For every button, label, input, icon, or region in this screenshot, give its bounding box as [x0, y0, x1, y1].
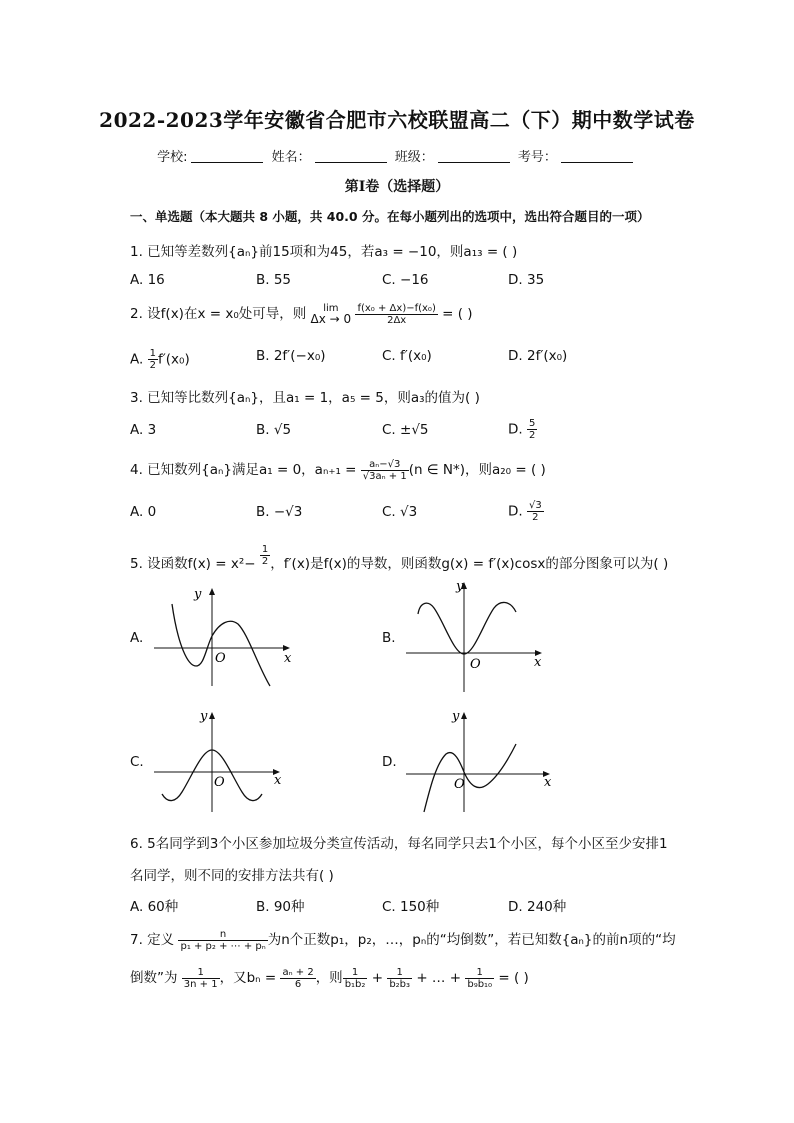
- q4-d-num: √3: [528, 500, 542, 511]
- q4-prefix: 4. 已知数列{aₙ}满足a₁ = 0，aₙ₊₁ =: [130, 462, 357, 478]
- q6-option-b[interactable]: B. 90种: [256, 899, 305, 915]
- name-label: 姓名：: [271, 150, 311, 165]
- graph-c-y-label: y: [200, 709, 208, 724]
- q3-d-num: 5: [528, 418, 536, 429]
- graph-a-curve: [172, 604, 270, 686]
- graph-a-y-label: y: [194, 587, 202, 602]
- q2-numerator: f(x₀ + Δx)−f(x₀): [357, 302, 436, 314]
- q7-l2-num1: 1: [182, 967, 220, 979]
- q7-l2-den1: 3n + 1: [183, 978, 218, 990]
- exam-no-label: 考号：: [517, 150, 557, 165]
- q7-l2-frac-2: [280, 967, 315, 990]
- q4-option-c[interactable]: C. √3: [382, 504, 418, 520]
- q5-denominator: 2: [261, 556, 269, 567]
- q4-option-d-frac: [527, 500, 544, 523]
- q6-option-c[interactable]: C. 150种: [382, 899, 440, 915]
- question-7-line-1: [130, 928, 676, 952]
- graph-b-x-label: x: [534, 655, 542, 670]
- q7-l2-frac-1: [182, 967, 220, 990]
- graph-b-curve: [418, 602, 516, 654]
- q7-term-1: [343, 967, 368, 990]
- q3-option-d-label: D.: [508, 421, 523, 438]
- graph-d-x-label: x: [544, 775, 552, 790]
- q7-t1-num: 1: [343, 967, 368, 979]
- q5-option-d-label[interactable]: D.: [382, 754, 397, 770]
- question-4: [130, 458, 546, 482]
- q2-option-b[interactable]: B. 2f′(−x₀): [256, 348, 326, 364]
- q7-l2-mid2: ，则: [315, 970, 343, 986]
- q7-dots: + … +: [416, 970, 462, 986]
- graph-d-y-label: y: [452, 709, 460, 724]
- exam-no-blank[interactable]: [561, 151, 633, 163]
- q3-option-c[interactable]: C. ±√5: [382, 422, 429, 438]
- q4-numerator: aₙ−√3: [361, 459, 409, 471]
- q5-option-a-label[interactable]: A.: [130, 630, 144, 646]
- q5-fraction: [260, 544, 270, 567]
- graph-d-origin: O: [454, 777, 465, 792]
- q2-option-d[interactable]: D. 2f′(x₀): [508, 348, 568, 364]
- q2-fraction: [355, 303, 437, 326]
- q2-option-a-frac: [148, 348, 158, 371]
- q6-option-a[interactable]: A. 60种: [130, 899, 179, 915]
- q2-lim-sub: Δx → 0: [310, 312, 352, 326]
- q7-fraction: [178, 929, 267, 952]
- q4-denominator: √3aₙ + 1: [362, 470, 407, 482]
- q3-d-den: 2: [528, 430, 536, 441]
- graph-c-origin: O: [214, 775, 225, 790]
- q2-prefix: 2. 设f(x)在x = x₀处可导，则: [130, 306, 307, 322]
- q7-l2-den2: 6: [294, 978, 302, 990]
- student-info-line: [0, 146, 794, 165]
- q4-suffix: (n ∈ N*)，则a₂₀ = ( ): [408, 462, 546, 478]
- q7-l2-num2: aₙ + 2: [282, 966, 314, 978]
- q3-option-d-frac: [527, 418, 537, 441]
- q7-l2-mid: ，又bₙ =: [219, 970, 277, 986]
- question-2: [130, 302, 473, 326]
- q2-option-a-label: A.: [130, 351, 144, 368]
- q7-t1-den: b₁b₂: [344, 978, 366, 990]
- q7-plus: +: [371, 970, 384, 986]
- q7-denominator: p₁ + p₂ + ⋯ + pₙ: [180, 940, 266, 952]
- q2-a-den: 2: [149, 360, 156, 371]
- question-7-line-2: [130, 966, 529, 990]
- q2-suffix: = ( ): [442, 306, 473, 322]
- q5-option-b-label[interactable]: B.: [382, 630, 396, 646]
- school-blank[interactable]: [191, 151, 263, 163]
- q5-prefix: 5. 设函数f(x) = x²−: [130, 556, 256, 572]
- graph-b-y-label: y: [456, 579, 464, 594]
- name-blank[interactable]: [315, 151, 387, 163]
- q7-suffix: 为n个正数p₁，p₂，…，pₙ的“均倒数”，若已知数{aₙ}的前n项的“均: [267, 932, 676, 948]
- q2-a-num: 1: [149, 348, 156, 359]
- q5-graph-c[interactable]: [150, 706, 300, 816]
- q4-option-b[interactable]: B. −√3: [256, 504, 303, 520]
- q5-suffix: ，f′(x)是f(x)的导数，则函数g(x) = f′(x)cosx的部分图象可以为( ): [270, 556, 669, 572]
- graph-a-origin: O: [215, 651, 226, 666]
- question-5: [130, 544, 668, 572]
- q5-graph-d[interactable]: [402, 706, 552, 816]
- q4-d-den: 2: [532, 512, 539, 523]
- y-axis-arrow: [209, 712, 215, 719]
- question-3: 3. 已知等比数列{aₙ}，且a₁ = 1，a₅ = 5，则a₃的值为( ): [130, 390, 480, 406]
- q7-term-2: [387, 967, 412, 990]
- q5-option-c-label[interactable]: C.: [130, 754, 144, 770]
- question-6-line-2: 名同学，则不同的安排方法共有( ): [130, 868, 334, 884]
- question-1: 1. 已知等差数列{aₙ}前15项和为45，若a₃ = −10，则a₁₃ = ( ): [130, 244, 518, 260]
- q7-l2-prefix: 倒数”为: [130, 970, 178, 986]
- class-blank[interactable]: [438, 151, 510, 163]
- q2-limit: [311, 304, 352, 324]
- q1-option-c[interactable]: C. −16: [382, 272, 429, 288]
- q3-option-b[interactable]: B. √5: [256, 422, 292, 438]
- q3-option-d[interactable]: [508, 418, 537, 441]
- q2-option-c[interactable]: C. f′(x₀): [382, 348, 432, 364]
- q2-option-a[interactable]: [130, 348, 190, 371]
- q5-numerator: 1: [261, 544, 269, 555]
- q2-denominator: 2Δx: [387, 314, 407, 326]
- q5-graph-b[interactable]: [402, 576, 552, 694]
- q7-t3-num: 1: [465, 967, 494, 979]
- q5-graph-a[interactable]: [150, 582, 300, 692]
- q4-option-a[interactable]: A. 0: [130, 504, 157, 520]
- q1-option-a[interactable]: A. 16: [130, 272, 165, 288]
- q7-numerator: n: [178, 929, 267, 941]
- section-heading: 一、单选题（本大题共 8 小题，共 40.0 分。在每小题列出的选项中，选出符合题目的一项）: [130, 209, 650, 224]
- q7-t3-den: b₉b₁₀: [467, 978, 493, 990]
- q7-prefix: 7. 定义: [130, 932, 175, 948]
- class-label: 班级：: [394, 150, 434, 165]
- q1-option-d[interactable]: D. 35: [508, 272, 545, 288]
- exam-title: 2022-2023学年安徽省合肥市六校联盟高二（下）期中数学试卷: [99, 108, 695, 132]
- question-6-line-1: 6. 5名同学到3个小区参加垃圾分类宣传活动，每名同学只去1个小区，每个小区至少安排1: [130, 836, 668, 852]
- y-axis-arrow: [461, 712, 467, 719]
- q1-option-b[interactable]: B. 55: [256, 272, 292, 288]
- q2-lim-text: lim: [323, 303, 339, 314]
- q4-option-d[interactable]: [508, 500, 544, 523]
- graph-d-curve: [424, 744, 516, 812]
- q7-t2-num: 1: [387, 967, 412, 979]
- q7-t2-den: b₂b₃: [389, 978, 411, 990]
- q4-fraction: [361, 459, 409, 482]
- graph-b-origin: O: [470, 657, 481, 672]
- section-title: 第I卷（选择题）: [344, 179, 450, 195]
- graph-c-x-label: x: [274, 773, 282, 788]
- q7-term-3: [465, 967, 494, 990]
- school-label: 学校:: [157, 150, 188, 165]
- q3-option-a[interactable]: A. 3: [130, 422, 157, 438]
- y-axis-arrow: [209, 588, 215, 595]
- q2-option-a-rest: f′(x₀): [157, 351, 190, 368]
- q6-option-d[interactable]: D. 240种: [508, 899, 567, 915]
- q4-option-d-label: D.: [508, 503, 523, 520]
- graph-a-x-label: x: [284, 651, 292, 666]
- q7-end: = ( ): [498, 970, 529, 986]
